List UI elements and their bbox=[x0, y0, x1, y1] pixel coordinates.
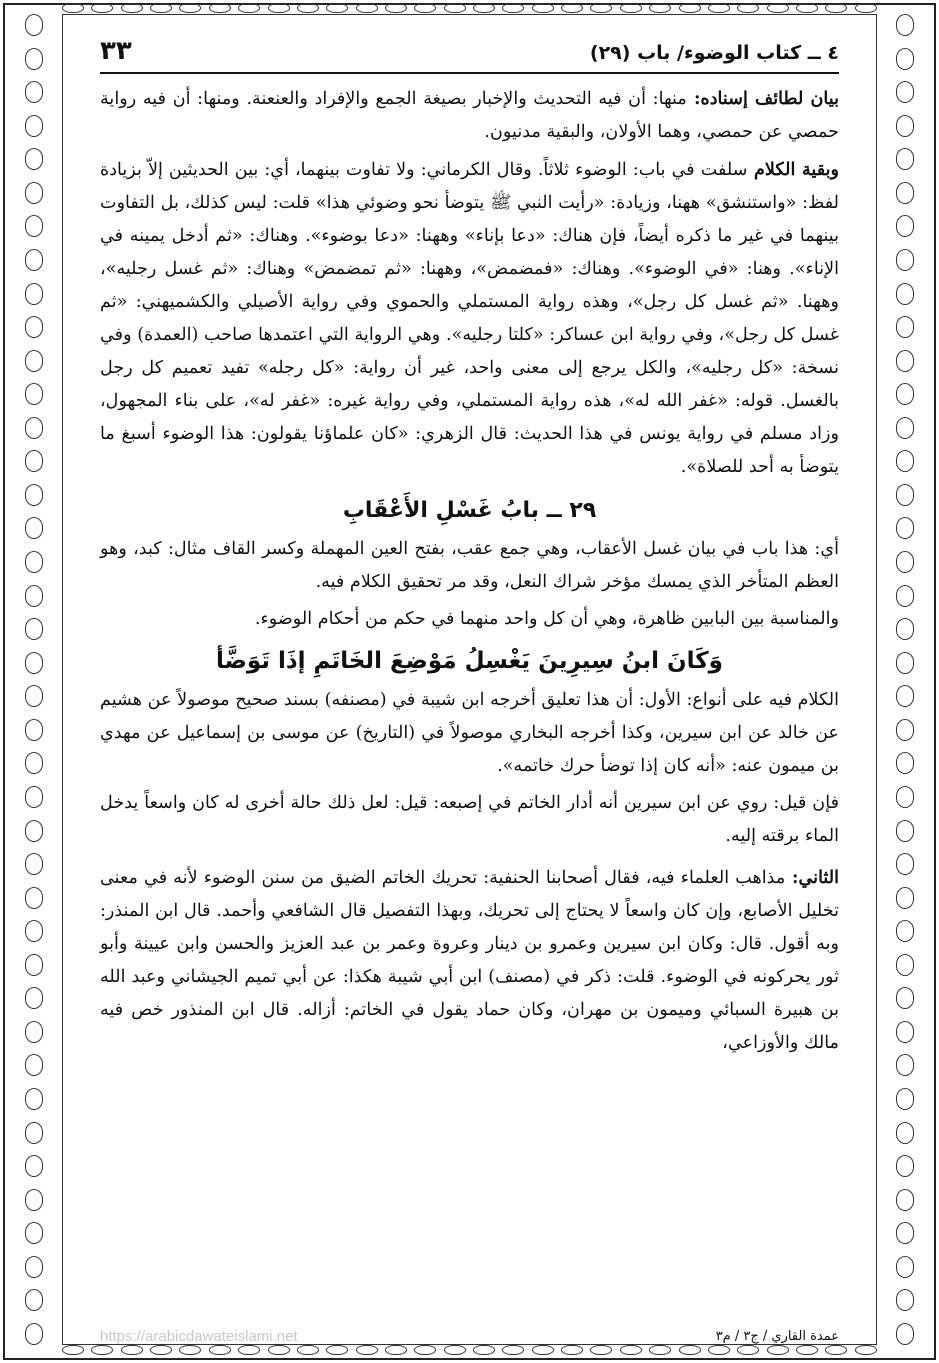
text-second: مذاهب العلماء فيه، فقال أصحابنا الحنفية: تحريك الخاتم الضيق من سنن الوضوء لأنه في معنى تخليل الأصابع، وإن كان واسعاً لا يحتاج إلى تحريك، وبهذا التفصيل قال الشافعي وأحمد. قال ابن المنذر: وبه أقول. قال: وكان ابن سيرين وعمرو بن دينار وعروة وعمر بن عبد العزيز والحسن وابن عيينة وأبو ثور يحركونه في الوضوء. قلت: ذكر في (مصنف) ابن أبي شيبة هكذا: عن أبي تميم الجيشاني وعبد الله بن هبيرة السبائي وميمون بن مهران، وكان حماد يقول في الخاتم: أزاله. قال ابن المنذور خص فيه مالك والأوزاعي، bbox=[100, 868, 839, 1053]
text-kalam: سلفت في باب: الوضوء ثلاثاً. وقال الكرماني: ولا تفاوت بينهما، أي: بين الحديثين إلاّ بزيادة لفظ: «واستنشق» ههنا، وزيادة: «رأيت النبي ﷺ يتوضأ نحو وضوئي هذا» قلت: ليس كذلك، بل التفاوت بينهما في غير ما ذكره أيضاً، فإن هناك: «دعا بإناء» وههنا: «دعا بوضوء». وهناك: «ثم أدخل يمينه في الإناء». وهنا: «في الوضوء». وهناك: «فمضمض»، وههنا: «ثم تمضمض» وهناك: «ثم غسل رجليه»، وههنا. «ثم غسل كل رجل»، وهذه رواية المستملي والحموي وفي رواية الأصيلي والكشميهني: «ثم غسل كل رجل»، وفي رواية ابن عساكر: «كلتا رجليه». وهي الرواية التي اعتمدها صاحب (العمدة) وفي نسخة: «كل رجليه»، والكل يرجع إلى معنى واحد، غير أن رواية: «كل رجله» تفيد تعميم كل رجل بالغسل. قوله: «غفر الله له»، هذه رواية المستملي، وفي رواية غيره: «غفر له»، على بناء المجهول، وزاد مسلم في رواية يونس في هذا الحديث: قال الزهري: «كان علماؤنا يقولون: هذا الوضوء أسبغ ما يتوضأ به أحد للصلاة». bbox=[100, 160, 839, 477]
quoted-heading: وَكَانَ ابنُ سِيرِينَ يَغْسِلُ مَوْضِعَ الخَاتَمِ إذَا تَوَضَّأ bbox=[216, 648, 723, 674]
running-header bbox=[100, 36, 839, 74]
chapter-heading: ٢٩ ــ بابُ غَسْلِ الأَعْقَابِ bbox=[342, 498, 597, 523]
lead-second: الثاني: bbox=[785, 867, 839, 888]
paragraph-first-aspect: الكلام فيه على أنواع: الأول: أن هذا تعليق أخرجه ابن شيبة في (مصنفه) بسند صحيح موصولاً عن هشيم عن خالد عن ابن سيرين، وكذا أخرجه البخاري موصولاً في (التاريخ) عن موسى بن إسماعيل عن مهدي بن ميمون عنه: «أنه كان إذا توضأ حرك خاتمه». bbox=[100, 690, 839, 776]
paragraph-second-aspect bbox=[100, 861, 839, 1060]
paragraph-question: فإن قيل: روي عن ابن سيرين أنه أدار الخاتم في إصبعه: قيل: لعل ذلك حالة أخرى له كان واسعاً يدخل الماء برقته إليه. bbox=[100, 793, 839, 846]
paragraph-chapter-explanation: أي: هذا باب في بيان غسل الأعقاب، وهي جمع عقب، بفتح العين المهملة وكسر القاف مثال: كبد، وهو العظم المتأخر الذي يمسك مؤخر شراك النعل، وقد مر تحقيق الكلام فيه. bbox=[100, 539, 839, 592]
left-chain-ornament bbox=[12, 14, 56, 1345]
page-footer bbox=[100, 1328, 839, 1345]
top-chain-ornament bbox=[62, 3, 877, 17]
page-number: ٣٣ bbox=[100, 36, 132, 66]
paragraph-isnad bbox=[100, 82, 839, 149]
paragraph-kalam bbox=[100, 153, 839, 484]
lead-kalam: وبقية الكلام bbox=[747, 159, 840, 180]
header-title: ٤ ــ كتاب الوضوء/ باب (٢٩) bbox=[589, 42, 839, 64]
paragraph-chapter-relation: والمناسبة بين البابين ظاهرة، وهي أن كل واحد منهما في حكم من أحكام الوضوء. bbox=[254, 609, 839, 629]
watermark-url[interactable]: https://arabicdawateislami.net bbox=[100, 1328, 298, 1345]
lead-isnad: بيان لطائف إسناده: bbox=[686, 88, 839, 109]
text-isnad: منها: أن فيه التحديث والإخبار بصيغة الجمع والإفراد والعنعنة. ومنها: أن فيه رواية حمصي عن حمصي، وهما الأولان، والبقية مدنيون. bbox=[100, 89, 839, 142]
bottom-chain-ornament bbox=[62, 1345, 877, 1359]
right-chain-ornament bbox=[883, 14, 927, 1345]
footer-reference: عمدة القاري / ج٣ / م٣ bbox=[715, 1329, 839, 1344]
page-content bbox=[100, 36, 839, 1323]
